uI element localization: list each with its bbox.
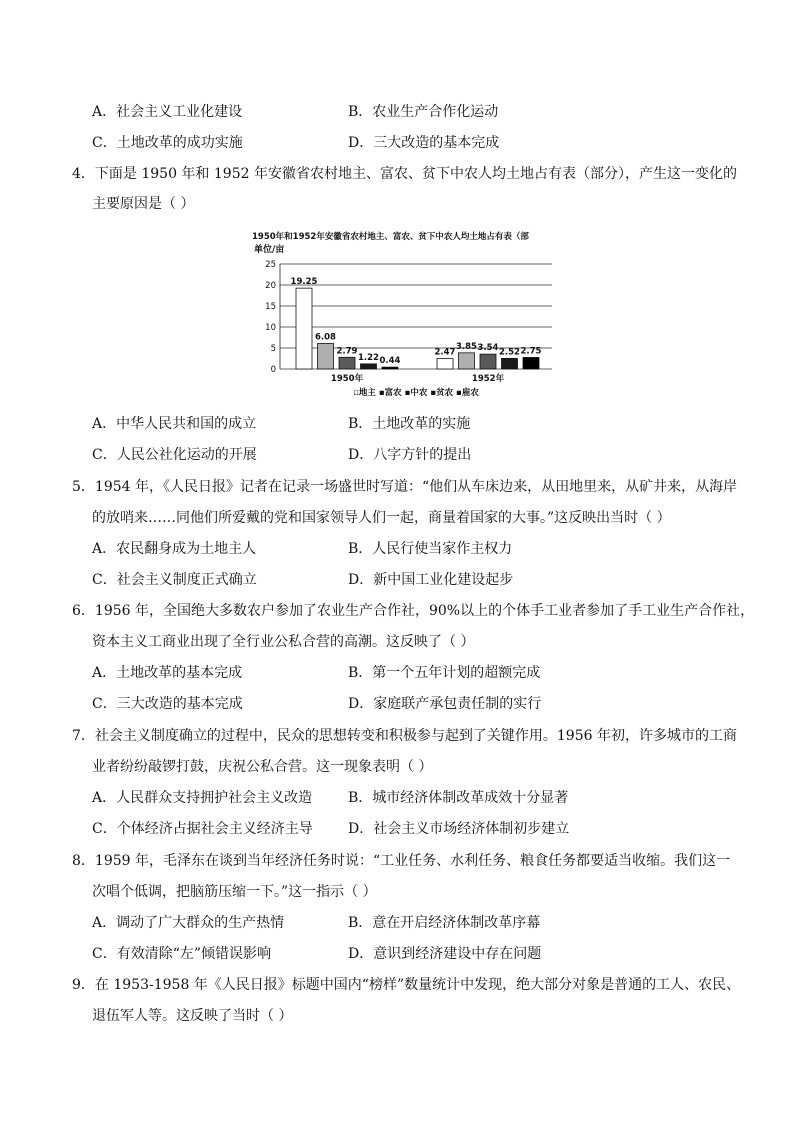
q8-option-a: A．调动了广大群众的生产热情: [92, 915, 285, 931]
q8-stem-line-1: 8．1959 年，毛泽东在谈到当年经济任务时说：“工业任务、水利任务、粮食任务都要适当收缩。我们这一: [72, 853, 731, 869]
q3-option-c: C．土地改革的成功实施: [92, 135, 243, 151]
chart-data-label: 0.44: [379, 356, 401, 367]
chart-data-label: 2.79: [336, 346, 358, 357]
q5-option-c: C．社会主义制度正式确立: [92, 572, 257, 588]
q4-option-d: D．八字方针的提出: [348, 447, 472, 463]
chart-legend: [353, 387, 479, 398]
chart-data-label: 2.47: [434, 347, 456, 358]
chart-svg: [252, 228, 552, 404]
chart-bar: [437, 359, 453, 369]
q9-stem-line-2: 退伍军人等。这反映了当时（ ）: [92, 1008, 293, 1024]
q8-option-b: B．意在开启经济体制改革序幕: [348, 915, 541, 931]
q4-option-a: A．中华人民共和国的成立: [92, 416, 257, 432]
chart-data-label: 2.75: [520, 346, 542, 357]
chart-bar: [361, 364, 377, 369]
q4-stem-line-1: 4．下面是 1950 年和 1952 年安徽省农村地主、富农、贫下中农人均土地占有表（部分），产生这一变化的: [72, 166, 737, 182]
chart-ylabel: 单位/亩: [254, 245, 285, 255]
q3-option-b: B．农业生产合作化运动: [348, 104, 499, 120]
chart-y-tick-label: 25: [265, 260, 276, 270]
chart-bar: [459, 353, 475, 369]
q9-stem-line-1: 9．在 1953-1958 年《人民日报》标题中国内“榜样”数量统计中发现，绝大部分对象是普通的工人、农民、: [72, 977, 741, 993]
q8-option-d: D．意识到经济建设中存在问题: [348, 946, 542, 962]
q4-option-b: B．土地改革的实施: [348, 416, 471, 432]
chart-bar: [339, 357, 355, 369]
q6-option-b: B．第一个五年计划的超额完成: [348, 665, 541, 681]
chart-legend-text: ▫地主 ▪富农 ▪中农 ▪贫农 ▪雇农: [353, 388, 479, 398]
q7-option-b: B．城市经济体制改革成效十分显著: [348, 790, 569, 806]
q5-option-d: D．新中国工业化建设起步: [348, 572, 514, 588]
q4-stem-line-2: 主要原因是（ ）: [92, 196, 195, 212]
chart-bar: [502, 358, 518, 369]
q4-option-c: C．人民公社化运动的开展: [92, 447, 257, 463]
q7-option-c: C．个体经济占据社会主义经济主导: [92, 821, 313, 837]
q5-stem-line-1: 5．1954 年，《人民日报》记者在记录一场盛世时写道：“他们从车床边来，从田地里来，从矿井来，从海岸: [72, 479, 738, 495]
q5-option-b: B．人民行使当家作主权力: [348, 541, 513, 557]
q5-option-a: A．农民翻身成为土地主人: [92, 541, 257, 557]
chart-data-label: 2.52: [499, 347, 520, 358]
q6-option-c: C．三大改造的基本完成: [92, 696, 243, 712]
q6-stem-line-1: 6．1956 年，全国绝大多数农户参加了农业生产合作社，90%以上的个体手工业者参加了手工业生产合作社，: [72, 603, 755, 619]
chart-bar: [523, 357, 539, 369]
q8-option-c: C．有效清除“左”倾错误影响: [92, 946, 272, 962]
q6-stem-line-2: 资本主义工商业出现了全行业公私合营的高潮。这反映了（ ）: [92, 634, 475, 650]
chart-y-tick-label: 15: [265, 302, 276, 312]
q7-option-d: D．社会主义市场经济体制初步建立: [348, 821, 570, 837]
q8-stem-line-2: 次唱个低调，把脑筋压缩一下。”这一指示（ ）: [92, 884, 377, 900]
q7-option-a: A．人民群众支持拥护社会主义改造: [92, 790, 313, 806]
chart-y-tick-label: 0: [270, 365, 276, 375]
chart-data-label: 3.85: [456, 341, 477, 352]
chart-data-label: 19.25: [290, 277, 318, 288]
land-ownership-chart: [252, 228, 552, 404]
chart-bar: [296, 288, 312, 369]
chart-bar: [382, 367, 398, 369]
q7-stem-line-1: 7．社会主义制度确立的过程中，民众的思想转变和积极参与起到了关键作用。1956 年初，许多城市的工商: [72, 728, 737, 744]
chart-y-tick-label: 10: [265, 323, 276, 333]
q3-option-a: A．社会主义工业化建设: [92, 104, 243, 120]
chart-data-label: 3.54: [477, 343, 499, 354]
q5-stem-line-2: 的放哨来……同他们所爱戴的党和国家领导人们一起，商量着国家的大事。”这反映出当时（ ）: [92, 510, 671, 526]
chart-y-tick-label: 5: [270, 344, 276, 354]
chart-y-tick-label: 20: [265, 281, 276, 291]
q7-stem-line-2: 业者纷纷敲锣打鼓，庆祝公私合营。这一现象表明（ ）: [92, 759, 433, 775]
chart-bar: [318, 343, 334, 369]
chart-category-labels: [331, 373, 505, 384]
chart-category-label: 1950年: [330, 374, 364, 384]
chart-data-label: 6.08: [315, 332, 336, 343]
chart-title: 1950年和1952年安徽省农村地主、富农、贫下中农人均土地占有表（部: [252, 232, 529, 242]
q3-option-d: D．三大改造的基本完成: [348, 135, 500, 151]
chart-category-label: 1952年: [471, 374, 505, 384]
q6-option-a: A．土地改革的基本完成: [92, 665, 243, 681]
q6-option-d: D．家庭联产承包责任制的实行: [348, 696, 542, 712]
chart-data-label: 1.22: [358, 352, 379, 363]
chart-bar: [480, 354, 496, 369]
